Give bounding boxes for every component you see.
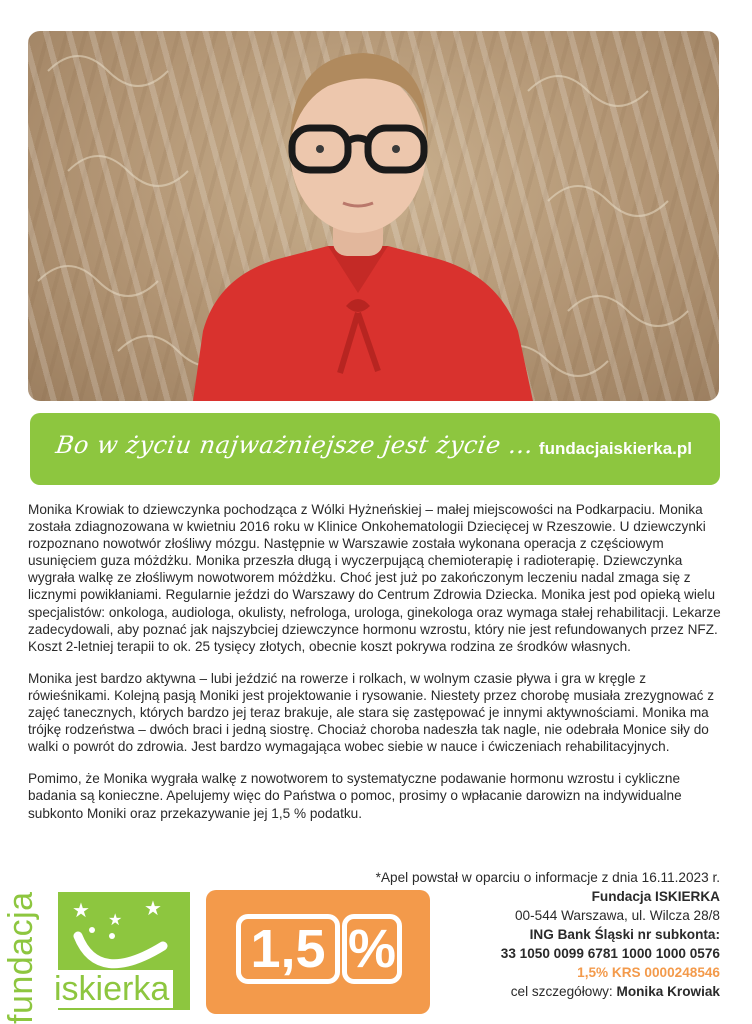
website-url[interactable]: fundacjaiskierka.pl [538,439,692,458]
foundation-address: 00-544 Warszawa, ul. Wilcza 28/8 [515,908,720,923]
logo-word-iskierka: iskierka [50,970,173,1008]
bank-account: 33 1050 0099 6781 1000 1000 0576 [500,946,720,961]
appeal-text [28,501,728,837]
slogan-text: Bo w życiu najważniejsze jest życie ... [54,431,536,459]
goal-label: cel szczegółowy: [510,984,617,999]
tax-percent-box [206,890,430,1014]
paragraph-story: Monika Krowiak to dziewczynka pochodząca z Wólki Hyżneńskiej – małej miejscowości na Podkarpaciu. Monika została zdiagnozowana w kwietniu 2016 roku w Klinice Onkohematologii Dziecięcej w Rzeszowie. U dziewczynki rozpoznano nowotwór złośliwy mózgu. Następnie w Warszawie została wykonana operacja z częściowym usunięciem guza móżdżku. Monika przeszła długą i wyczerpującą chemioterapię i radioterapię. Dziewczynka wygrała walkę ze złośliwym nowotworem móżdżku. Choć jest już po zakończonym leczeniu nadal zmaga się z licznymi powikłaniami. Regularnie jeździ do Warszawy do Centrum Zdrowia Dziecka. Monika jest pod opieką wielu specjalistów: onkologa, audiologa, okulisty, nefrologa, urologa, ginekologa oraz wymaga stałej rehabilitacji. Lekarze zadecydowali, aby poznać jak najszybciej dziewczynce hormonu wzrostu, który nie jest refundowanych przez NFZ. Koszt 2-letniej terapii to ok. 25 tysięcy złotych, obecnie koszt pokrywa rodzina ze środków własnych. [28,502,721,654]
portrait-illustration [28,31,719,401]
bank-label: ING Bank Śląski nr subkonta: [529,927,720,942]
star-icon: ★ [144,898,162,920]
paragraph-activities: Monika jest bardzo aktywna – lubi jeździć na rowerze i rolkach, w wolnym czasie pływa i gra w kręgle z rówieśnikami. Kolejną pasją Moniki jest projektowanie i rysowanie. Niestety przez chorobę musiała zrezygnować z zajęć tanecznych, których bardzo jej teraz brakuje, ale stara się zastępować je innymi aktywnościami. Monika ma trójkę rodzeństwa – dwóch braci i jedną siostrę. Chociaż choroba nadeszła tak nagle, nie odebrała Monice siły do walki o powrót do zdrowia. Jest bardzo wymagająca wobec siebie w nauce i ćwiczeniach rehabilitacyjnych. [28,670,715,755]
foundation-info [501,887,720,1001]
tax-number: 1,5 [236,914,340,984]
star-icon: ★ [72,900,90,922]
goal-name: Monika Krowiak [616,984,720,999]
slogan-banner [30,413,720,485]
goal-line [501,982,720,1001]
tax-percent-sign: % [342,914,402,984]
krs-number: 1,5% KRS 0000248546 [577,965,720,980]
logo-word-fundacja: fundacja [2,891,40,1024]
portrait-photo [28,31,719,401]
apel-note: *Apel powstał w oparciu o informacje z dnia 16.11.2023 r. [375,870,720,885]
foundation-name: Fundacja ISKIERKA [591,889,720,904]
star-icon: ★ [108,912,123,929]
paragraph-appeal: Pomimo, że Monika wygrała walkę z nowotworem to systematyczne podawanie hormonu wzrostu i cykliczne badania są konieczne. Apelujemy więc do Państwa o pomoc, prosimy o wpłacanie darowizn na indywidualne subkonto Moniki oraz przekazywanie jej 1,5 % podatku. [28,771,682,821]
